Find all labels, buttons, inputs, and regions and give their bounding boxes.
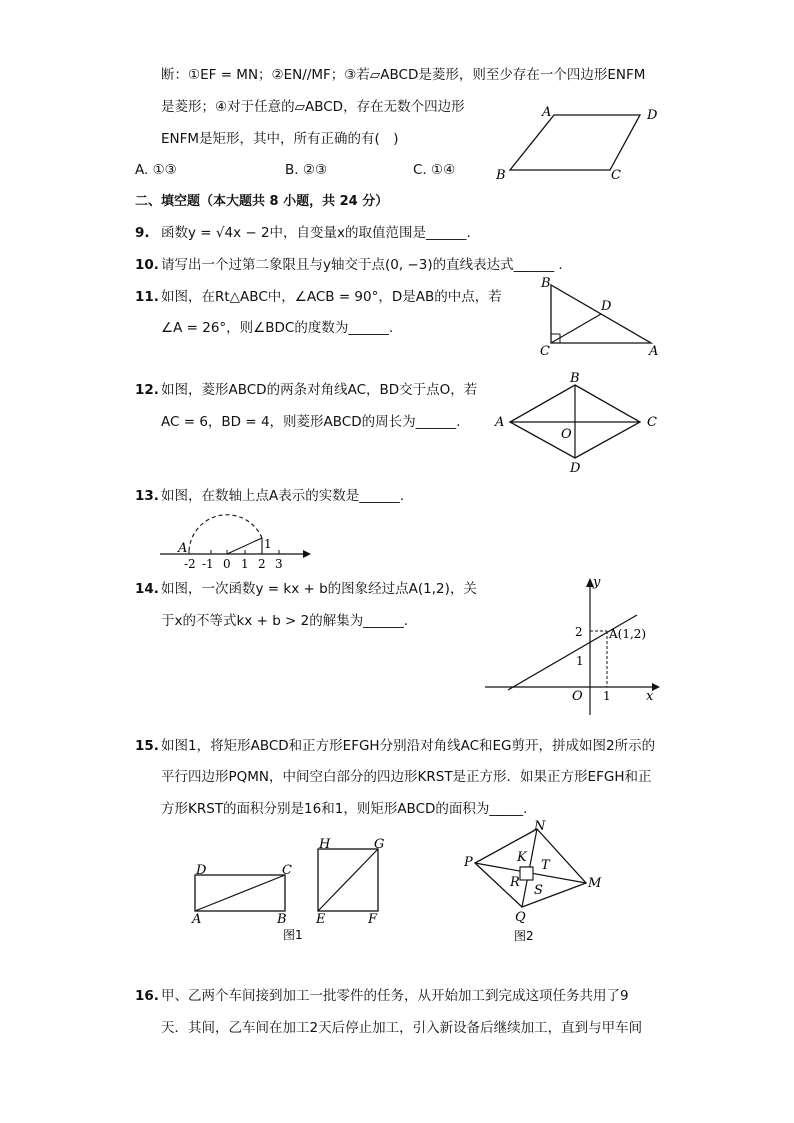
q15-fig1-caption: 图1 [283, 928, 303, 942]
q15-fig1-label-d: D [196, 863, 207, 878]
q8-option-a: A. ①③ [135, 162, 177, 178]
q15-figure-1 [185, 833, 395, 945]
q15-fig2-caption: 图2 [514, 929, 534, 943]
q14-number: 14. [135, 581, 159, 597]
q8-option-b: B. ②③ [285, 162, 328, 178]
q14-line1: 如图，一次函数y = kx + b的图象经过点A(1,2)，关 [161, 581, 477, 597]
q15-number: 15. [135, 738, 159, 754]
q13-tick-neg1: -1 [202, 557, 214, 571]
q15-fig1-label-g: G [374, 837, 385, 852]
q15-fig2-label-s: S [534, 883, 543, 898]
q12-number: 12. [135, 382, 159, 398]
q10-number: 10. [135, 257, 159, 273]
q13-tick-2: 2 [258, 557, 266, 571]
q12-rhombus-figure [490, 368, 665, 478]
q15-line2: 平行四边形PQMN，中间空白部分的四边形KRST是正方形．如果正方形EFGH和正 [161, 769, 652, 785]
q10-text: 请写出一个过第二象限且与y轴交于点(0, −3)的直线表达式______ . [161, 257, 563, 273]
q13-tick-neg2: -2 [184, 557, 196, 571]
q8-label-d: D [647, 108, 658, 123]
q12-label-c: C [647, 415, 657, 430]
q11-label-b: B [541, 276, 551, 291]
q14-label-point-a: A(1,2) [609, 627, 647, 641]
q15-fig2-label-p: P [464, 855, 473, 870]
q8-line1: 断：①EF = MN；②EN//MF；③若▱ABCD是菱形，则至少存在一个四边形ENFM [161, 67, 646, 83]
q13-number: 13. [135, 488, 159, 504]
q15-fig1-label-f: F [368, 912, 378, 927]
q14-tick-y2: 2 [575, 625, 583, 639]
q13-tick-1: 1 [241, 557, 249, 571]
q14-linear-function-figure [480, 570, 670, 720]
q11-label-c: C [540, 344, 550, 359]
q8-label-c: C [611, 168, 621, 183]
q8-line2: 是菱形；④对于任意的▱ABCD，存在无数个四边形 [161, 99, 465, 115]
q11-triangle-figure [535, 275, 665, 360]
q14-line2: 于x的不等式kx + b > 2的解集为______. [161, 613, 409, 629]
q8-line3: ENFM是矩形，其中，所有正确的有( ) [161, 131, 399, 147]
q12-label-a: A [495, 415, 505, 430]
q15-fig1-label-a: A [192, 912, 202, 927]
q13-tick-0: 0 [223, 557, 231, 571]
q16-number: 16. [135, 988, 159, 1004]
q15-fig1-label-b: B [277, 912, 287, 927]
q11-line2: ∠A = 26°，则∠BDC的度数为______. [161, 320, 394, 336]
q13-text: 如图，在数轴上点A表示的实数是______. [161, 488, 405, 504]
q8-option-c: C. ①④ [413, 162, 456, 178]
q16-line1: 甲、乙两个车间接到加工一批零件的任务，从开始加工到完成这项任务共用了9 [161, 988, 629, 1004]
q9-text: 函数y = √4x − 2中，自变量x的取值范围是______. [161, 225, 471, 241]
q11-line1: 如图，在Rt△ABC中，∠ACB = 90°，D是AB的中点，若 [161, 289, 502, 305]
q9-number: 9. [135, 225, 150, 241]
q12-label-d: D [570, 461, 581, 476]
q16-line2: 天．其间，乙车间在加工2天后停止加工，引入新设备后继续加工，直到与甲车间 [161, 1020, 643, 1036]
q15-fig2-label-t: T [541, 858, 550, 873]
q14-label-y: y [593, 575, 601, 590]
q14-label-x: x [646, 689, 654, 704]
q15-fig2-label-n: N [534, 819, 546, 834]
q8-label-a: A [542, 105, 552, 120]
q11-label-a: A [649, 344, 659, 359]
section-title: 二、填空题（本大题共 8 小题，共 24 分） [135, 194, 389, 209]
q13-tick-3: 3 [275, 557, 283, 571]
q12-label-o: O [561, 427, 572, 442]
q15-line1: 如图1，将矩形ABCD和正方形EFGH分别沿对角线AC和EG剪开，拼成如图2所示的 [161, 738, 656, 754]
q15-figure-2 [455, 818, 615, 944]
q15-fig1-label-e: E [316, 912, 326, 927]
q15-fig1-label-h: H [319, 837, 331, 852]
q12-line1: 如图，菱形ABCD的两条对角线AC，BD交于点O，若 [161, 382, 478, 398]
q14-label-origin: O [572, 689, 583, 704]
q15-fig1-label-c: C [282, 863, 292, 878]
q15-fig2-label-m: M [588, 876, 602, 891]
q15-line3: 方形KRST的面积分别是16和1，则矩形ABCD的面积为_____. [161, 801, 528, 817]
q13-label-height-1: 1 [264, 537, 272, 551]
q14-tick-x1: 1 [603, 689, 611, 703]
q11-number: 11. [135, 289, 159, 305]
q15-fig2-label-r: R [510, 875, 520, 890]
q11-label-d: D [601, 299, 612, 314]
q12-line2: AC = 6，BD = 4，则菱形ABCD的周长为______. [161, 414, 461, 430]
q14-tick-y1: 1 [576, 654, 584, 668]
q8-parallelogram-figure [490, 100, 670, 185]
q15-fig2-label-k: K [517, 850, 527, 865]
q13-number-line-figure [155, 508, 315, 572]
q15-fig2-label-q: Q [515, 910, 526, 925]
q8-label-b: B [496, 168, 506, 183]
q13-label-a: A [178, 541, 188, 556]
q12-label-b: B [570, 371, 580, 386]
